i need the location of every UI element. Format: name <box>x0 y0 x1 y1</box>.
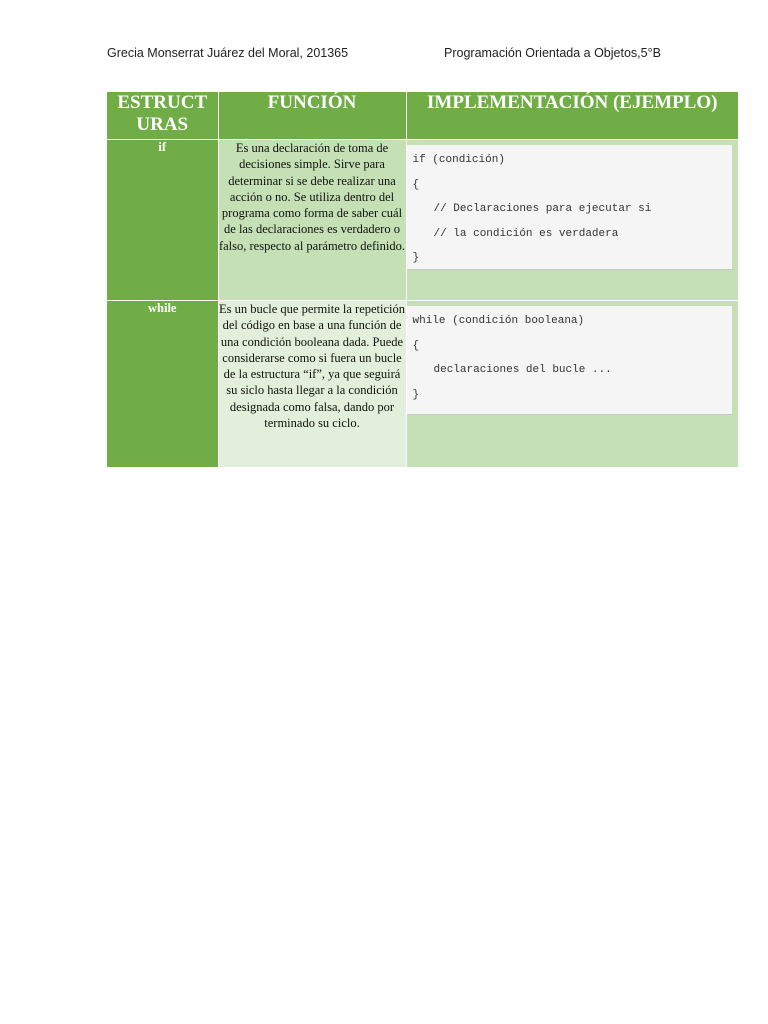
code-cell <box>406 301 738 467</box>
table-header-row <box>107 92 738 140</box>
code-line: } <box>412 252 420 265</box>
code-cell <box>406 140 738 301</box>
structure-label: while <box>107 301 218 467</box>
code-line: { <box>412 178 420 191</box>
page-header <box>107 46 667 66</box>
structure-description: Es una declaración de toma de decisiones simple. Sirve para determinar si se debe realizar una acción o no. Se utiliza dentro del programa como forma de saber cuál de las declaraciones es verdadero o falso, respecto al parámetro definido. <box>218 140 406 301</box>
code-line: declaraciones del bucle ... <box>433 364 612 377</box>
code-line: // Declaraciones para ejecutar si <box>433 203 652 216</box>
header-structures: ESTRUCT URAS <box>107 92 218 140</box>
code-block <box>407 306 733 415</box>
table-row <box>107 301 738 467</box>
code-line: // la condición es verdadera <box>433 227 619 240</box>
code-line: if (condición) <box>412 154 505 166</box>
structure-description: Es un bucle que permite la repetición del código en base a una función de una condición booleana dada. Puede considerarse como si fuera un bucle de la estructura “if”, ya que seguirá su siclo hasta llegar a la condición designada como falsa, dando por terminado su ciclo. <box>218 301 406 467</box>
code-line: { <box>412 339 420 352</box>
structure-label: if <box>107 140 218 301</box>
code-block <box>407 145 733 270</box>
code-line: while (condición booleana) <box>412 315 585 327</box>
course-info: Programación Orientada a Objetos,5°B <box>444 46 661 60</box>
control-structures-table <box>107 92 738 467</box>
header-implementation: IMPLEMENTACIÓN (EJEMPLO) <box>406 92 738 140</box>
header-function: FUNCIÓN <box>218 92 406 140</box>
author-info: Grecia Monserrat Juárez del Moral, 201365 <box>107 46 349 60</box>
table-row <box>107 140 738 301</box>
code-line: } <box>412 388 420 401</box>
